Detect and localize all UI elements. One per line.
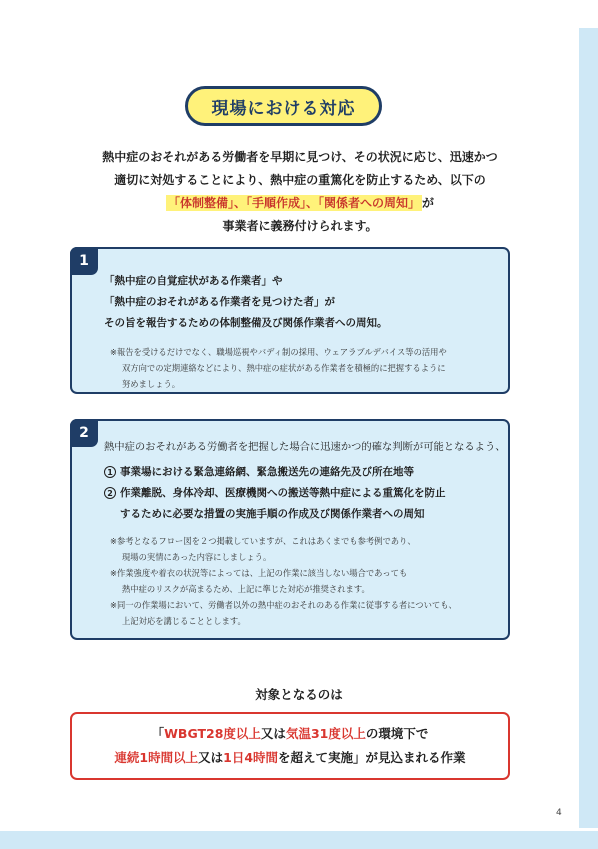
box2-notes	[110, 533, 506, 629]
intro-highlight: 「体制整備」、「手順作成」、「関係者への周知」	[167, 196, 420, 210]
box2-item-2-line-1: 作業離脱、身体冷却、医療機関への搬送等熱中症による重篤化を防止	[120, 487, 446, 499]
target-line-2-end: を超えて実施」が見込まれる作業	[278, 750, 466, 765]
box2-item-2	[104, 483, 506, 525]
box2-note-6: 上記対応を講じることとします。	[122, 616, 246, 626]
box2-note-1: ※参考となるフロー図を２つ掲載していますが、これはあくまでも参考例であり、	[110, 536, 416, 546]
box2-content	[104, 437, 506, 629]
intro-line-4: 事業者に義務付けられます。	[222, 219, 378, 233]
box2-note-2: 現場の実情にあった内容にしましょう。	[122, 552, 272, 562]
box-number-2: 2	[70, 419, 98, 447]
page-title: 現場における対応	[185, 86, 382, 126]
intro-line-1: 熱中症のおそれがある労働者を早期に見つけ、その状況に応じ、迅速かつ	[102, 150, 498, 164]
target-wbgt: WBGT28度以上	[164, 726, 261, 741]
intro-highlight-suffix: が	[422, 196, 435, 210]
target-or-1: 又は	[260, 726, 286, 741]
box2-items	[104, 462, 506, 525]
box1-note-1: ※報告を受けるだけでなく、職場巡視やバディ制の採用、ウェアラブルデバイス等の活用や	[110, 347, 447, 357]
target-line-1	[72, 722, 508, 746]
box2-note-3: ※作業強度や着衣の状況等によっては、上記の作業に該当しない場合であっても	[110, 568, 408, 578]
box2-item-1-text: 事業場における緊急連絡網、緊急搬送先の連絡先及び所在地等	[120, 466, 414, 478]
target-or-2: 又は	[198, 750, 224, 765]
box1-note-2: 双方向での定期連絡などにより、熱中症の症状がある作業者を積極的に把握するように	[122, 363, 446, 373]
intro-line-2: 適切に対処することにより、熱中症の重篤化を防止するため、以下の	[114, 173, 486, 187]
target-line-2	[72, 746, 508, 770]
target-continuous: 連続1時間以上	[114, 750, 199, 765]
circled-number-1: 1	[104, 466, 116, 478]
intro-text	[60, 146, 540, 238]
box1-line-3: その旨を報告するための体制整備及び関係作業者への周知。	[104, 317, 388, 329]
box2-item-2-line-2: するために必要な措置の実施手順の作成及び関係作業者への周知	[120, 508, 425, 520]
box1-line-1: 「熱中症の自覚症状がある作業者」や	[104, 275, 283, 287]
requirement-box-2	[70, 419, 510, 640]
bottom-deco-bar	[0, 831, 598, 849]
box1-notes	[110, 344, 447, 392]
circled-number-2: 2	[104, 487, 116, 499]
box2-item-1	[104, 462, 506, 483]
target-temp: 気温31度以上	[285, 726, 366, 741]
target-daily: 1日4時間	[223, 750, 279, 765]
box1-line-2: 「熱中症のおそれがある作業者を見つけた者」が	[104, 296, 335, 308]
target-heading: 対象となるのは	[255, 687, 343, 702]
box2-note-4: 熱中症のリスクが高まるため、上記に準じた対応が推奨されます。	[122, 584, 370, 594]
box1-content	[104, 271, 447, 392]
page-number: 4	[556, 808, 562, 818]
intro-line-3	[60, 192, 540, 215]
target-open-quote: 「	[151, 726, 165, 741]
target-line-1-end: の環境下で	[365, 726, 429, 741]
right-deco-bar	[579, 28, 598, 828]
requirement-box-1	[70, 247, 510, 394]
box2-note-5: ※同一の作業場において、労働者以外の熱中症のおそれのある作業に従事する者についても、	[110, 600, 457, 610]
target-box	[70, 712, 510, 780]
box2-lead: 熱中症のおそれがある労働者を把握した場合に迅速かつ的確な判断が可能となるよう、	[104, 441, 506, 453]
box1-note-3: 努めましょう。	[122, 379, 181, 389]
box-number-1: 1	[70, 247, 98, 275]
